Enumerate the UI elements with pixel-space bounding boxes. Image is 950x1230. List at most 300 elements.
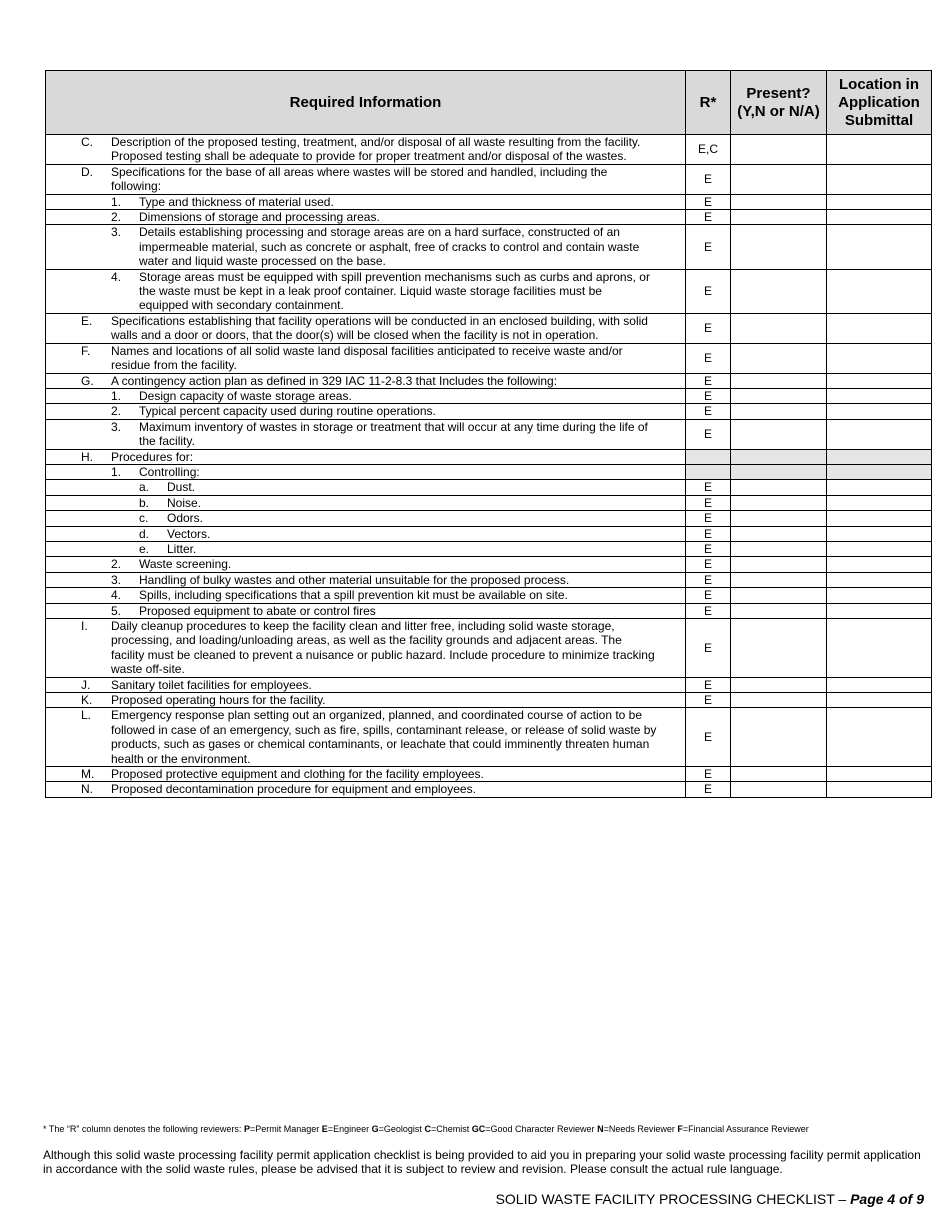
location-cell[interactable] bbox=[827, 677, 932, 692]
item-label: L. bbox=[81, 708, 92, 723]
item-label bbox=[46, 179, 111, 193]
present-cell[interactable] bbox=[731, 373, 827, 388]
requirement-text: Design capacity of waste storage areas. bbox=[139, 388, 352, 403]
item-label bbox=[46, 434, 139, 448]
table-row bbox=[46, 588, 932, 603]
table-row bbox=[46, 210, 932, 225]
item-label bbox=[46, 254, 139, 268]
reviewer-name: Permit Manager bbox=[255, 1124, 320, 1134]
table-row bbox=[46, 419, 932, 449]
item-label: 2. bbox=[111, 404, 122, 419]
required-information-cell bbox=[46, 782, 686, 797]
present-cell[interactable] bbox=[731, 343, 827, 373]
location-cell[interactable] bbox=[827, 135, 932, 165]
requirement-text: Names and locations of all solid waste land disposal facilities anticipated to receive waste and/or bbox=[111, 343, 623, 358]
table-row bbox=[46, 269, 932, 313]
required-information-cell bbox=[46, 313, 686, 343]
required-information-cell bbox=[46, 495, 686, 510]
present-cell[interactable] bbox=[731, 677, 827, 692]
required-information-cell bbox=[46, 557, 686, 572]
requirement-text: impermeable material, such as concrete or asphalt, free of cracks to control and contain waste bbox=[139, 239, 640, 254]
present-cell[interactable] bbox=[731, 135, 827, 165]
reviewer-cell: E bbox=[686, 495, 731, 510]
requirement-line bbox=[46, 573, 685, 587]
reviewer-cell: E bbox=[686, 677, 731, 692]
location-cell[interactable] bbox=[827, 388, 932, 403]
location-cell[interactable] bbox=[827, 269, 932, 313]
requirement-text: walls and a door or doors, that the door(s) will be closed when the facility is not in operation. bbox=[111, 328, 599, 343]
requirement-line bbox=[46, 328, 685, 342]
reviewer-cell: E bbox=[686, 269, 731, 313]
present-cell[interactable] bbox=[731, 495, 827, 510]
reviewer-cell: E bbox=[686, 388, 731, 403]
checklist-table bbox=[45, 70, 932, 798]
footnote-reviewer-list: P=Permit Manager E=Engineer G=Geologist C=Chemist GC=Good Character Reviewer N=Needs Reviewer F=Financial Assurance Reviewer bbox=[243, 1124, 809, 1134]
reviewer-code: GC bbox=[471, 1124, 486, 1134]
item-label: b. bbox=[139, 495, 150, 510]
table-row bbox=[46, 404, 932, 419]
reviewer-name: Good Character Reviewer bbox=[490, 1124, 595, 1134]
requirement-line bbox=[46, 450, 685, 464]
requirement-text: Procedures for: bbox=[111, 449, 194, 464]
required-information-cell bbox=[46, 572, 686, 587]
location-cell[interactable] bbox=[827, 419, 932, 449]
present-cell[interactable] bbox=[731, 511, 827, 526]
requirement-line bbox=[46, 358, 685, 372]
location-cell[interactable] bbox=[827, 767, 932, 782]
required-information-cell bbox=[46, 388, 686, 403]
required-information-cell bbox=[46, 373, 686, 388]
item-label: C. bbox=[81, 135, 93, 149]
reviewer-cell: E bbox=[686, 480, 731, 495]
reviewer-cell: E bbox=[686, 572, 731, 587]
requirement-line bbox=[46, 588, 685, 602]
reviewer-cell: E bbox=[686, 693, 731, 708]
requirement-line bbox=[46, 149, 685, 163]
item-label: H. bbox=[81, 449, 93, 464]
requirement-line bbox=[46, 195, 685, 209]
requirement-text: followed in case of an emergency, such as fire, spills, contaminant release, or release of solid waste by bbox=[111, 722, 657, 737]
present-cell[interactable] bbox=[731, 194, 827, 209]
present-cell[interactable] bbox=[731, 557, 827, 572]
requirement-line bbox=[46, 135, 685, 149]
requirement-line bbox=[46, 434, 685, 448]
table-row bbox=[46, 767, 932, 782]
location-cell[interactable] bbox=[827, 480, 932, 495]
requirement-line bbox=[46, 557, 685, 571]
location-cell[interactable] bbox=[827, 693, 932, 708]
reviewer-cell: E bbox=[686, 343, 731, 373]
item-label bbox=[46, 298, 139, 312]
item-label: 5. bbox=[111, 603, 122, 618]
requirement-text: following: bbox=[111, 179, 162, 194]
table-row bbox=[46, 557, 932, 572]
table-row bbox=[46, 373, 932, 388]
requirement-line bbox=[46, 767, 685, 781]
footnote-intro: * The “R” column denotes the following reviewers: bbox=[43, 1124, 242, 1134]
item-label bbox=[46, 752, 111, 766]
present-cell[interactable] bbox=[731, 464, 827, 479]
item-label bbox=[46, 723, 111, 737]
item-label: 4. bbox=[111, 269, 122, 284]
requirement-text: products, such as gases or chemical contaminants, or leachate that could imminently threaten human bbox=[111, 737, 650, 752]
item-label: 4. bbox=[111, 588, 122, 603]
requirement-line bbox=[46, 284, 685, 298]
location-cell[interactable] bbox=[827, 588, 932, 603]
reviewer-cell: E bbox=[686, 782, 731, 797]
item-label: 2. bbox=[111, 210, 122, 225]
requirement-text: the facility. bbox=[139, 434, 195, 449]
required-information-cell bbox=[46, 588, 686, 603]
requirement-text: Noise. bbox=[167, 495, 202, 510]
required-information-cell bbox=[46, 419, 686, 449]
requirement-line bbox=[46, 210, 685, 224]
location-cell[interactable] bbox=[827, 404, 932, 419]
table-row bbox=[46, 388, 932, 403]
location-cell[interactable] bbox=[827, 449, 932, 464]
table-row bbox=[46, 677, 932, 692]
requirement-line bbox=[46, 723, 685, 737]
requirement-text: Litter. bbox=[167, 541, 197, 556]
reviewer-cell: E bbox=[686, 164, 731, 194]
item-label bbox=[46, 240, 139, 254]
requirement-line bbox=[46, 604, 685, 618]
requirement-text: waste off-site. bbox=[111, 662, 185, 677]
present-cell[interactable] bbox=[731, 603, 827, 618]
requirement-text: Proposed equipment to abate or control fires bbox=[139, 603, 376, 618]
reviewer-cell: E,C bbox=[686, 135, 731, 165]
requirement-text: the waste must be kept in a leak proof container. Liquid waste storage facilities must be bbox=[139, 284, 602, 299]
item-label bbox=[46, 328, 111, 342]
item-label bbox=[46, 284, 139, 298]
item-label: 3. bbox=[111, 225, 122, 240]
requirement-text: Dust. bbox=[167, 480, 196, 495]
required-information-cell bbox=[46, 164, 686, 194]
required-information-cell bbox=[46, 526, 686, 541]
table-header-row bbox=[46, 71, 932, 135]
location-cell[interactable] bbox=[827, 572, 932, 587]
header-reviewer: R* bbox=[686, 71, 731, 135]
requirement-text: Dimensions of storage and processing areas. bbox=[139, 210, 380, 225]
requirement-line bbox=[46, 389, 685, 403]
reviewer-code: E bbox=[321, 1124, 328, 1134]
requirement-line bbox=[46, 542, 685, 556]
requirement-line bbox=[46, 465, 685, 479]
reviewer-cell bbox=[686, 464, 731, 479]
requirement-line bbox=[46, 374, 685, 388]
item-label bbox=[46, 149, 111, 163]
location-cell[interactable] bbox=[827, 511, 932, 526]
table-row bbox=[46, 194, 932, 209]
reviewer-name: Chemist bbox=[436, 1124, 470, 1134]
requirement-text: Description of the proposed testing, treatment, and/or disposal of all waste resulting from the facility. bbox=[111, 135, 641, 149]
table-row bbox=[46, 541, 932, 556]
reviewer-code: C bbox=[424, 1124, 431, 1134]
required-information-cell bbox=[46, 693, 686, 708]
required-information-cell bbox=[46, 269, 686, 313]
item-label: 1. bbox=[111, 464, 122, 479]
item-label: d. bbox=[139, 526, 150, 541]
reviewer-name: Engineer bbox=[333, 1124, 370, 1134]
requirement-text: Odors. bbox=[167, 511, 204, 526]
header-required-information: Required Information bbox=[46, 71, 686, 135]
requirement-text: Daily cleanup procedures to keep the facility clean and litter free, including solid waste storage, bbox=[111, 619, 615, 633]
requirement-text: Controlling: bbox=[139, 464, 200, 479]
header-present: Present? (Y,N or N/A) bbox=[731, 71, 827, 135]
table-row bbox=[46, 464, 932, 479]
requirement-text: facility must be cleaned to prevent a nuisance or public hazard. Include procedure to minimize tracking bbox=[111, 647, 655, 662]
requirement-text: Handling of bulky wastes and other material unsuitable for the proposed process. bbox=[139, 572, 570, 587]
requirement-line bbox=[46, 708, 685, 722]
requirement-line bbox=[46, 344, 685, 358]
requirement-text: Storage areas must be equipped with spill prevention mechanisms such as curbs and aprons, or bbox=[139, 269, 650, 284]
requirement-line bbox=[46, 298, 685, 312]
required-information-cell bbox=[46, 194, 686, 209]
item-label: a. bbox=[139, 480, 150, 495]
present-cell[interactable] bbox=[731, 449, 827, 464]
reviewer-footnote bbox=[43, 1124, 809, 1134]
checklist-body bbox=[46, 135, 932, 798]
item-label: K. bbox=[81, 693, 93, 708]
table-row bbox=[46, 572, 932, 587]
table-row bbox=[46, 511, 932, 526]
table-row bbox=[46, 495, 932, 510]
required-information-cell bbox=[46, 449, 686, 464]
table-row bbox=[46, 313, 932, 343]
item-label: 2. bbox=[111, 557, 122, 572]
requirement-line bbox=[46, 633, 685, 647]
table-row bbox=[46, 449, 932, 464]
requirement-text: Sanitary toilet facilities for employees. bbox=[111, 677, 312, 692]
requirement-line bbox=[46, 693, 685, 707]
requirement-line bbox=[46, 782, 685, 796]
requirement-text: residue from the facility. bbox=[111, 358, 237, 373]
item-label: E. bbox=[81, 313, 93, 328]
table-row bbox=[46, 708, 932, 767]
reviewer-code: G bbox=[371, 1124, 379, 1134]
location-cell[interactable] bbox=[827, 526, 932, 541]
requirement-line bbox=[46, 752, 685, 766]
required-information-cell bbox=[46, 541, 686, 556]
page-footer bbox=[496, 1191, 924, 1207]
table-row bbox=[46, 603, 932, 618]
present-cell[interactable] bbox=[731, 404, 827, 419]
requirement-text: water and liquid waste processed on the base. bbox=[139, 254, 386, 269]
requirement-line bbox=[46, 165, 685, 179]
requirement-text: Maximum inventory of wastes in storage or treatment that will occur at any time during the life of bbox=[139, 419, 648, 434]
item-label: N. bbox=[81, 782, 93, 797]
present-cell[interactable] bbox=[731, 572, 827, 587]
reviewer-code: P bbox=[243, 1124, 250, 1134]
requirement-line bbox=[46, 270, 685, 284]
item-label: F. bbox=[81, 343, 91, 358]
location-cell[interactable] bbox=[827, 313, 932, 343]
table-row bbox=[46, 782, 932, 797]
item-label bbox=[46, 648, 111, 662]
reviewer-cell: E bbox=[686, 603, 731, 618]
present-cell[interactable] bbox=[731, 767, 827, 782]
present-cell[interactable] bbox=[731, 588, 827, 603]
reviewer-cell: E bbox=[686, 708, 731, 767]
reviewer-cell: E bbox=[686, 194, 731, 209]
reviewer-cell: E bbox=[686, 210, 731, 225]
reviewer-cell: E bbox=[686, 588, 731, 603]
location-cell[interactable] bbox=[827, 708, 932, 767]
location-cell[interactable] bbox=[827, 343, 932, 373]
location-cell[interactable] bbox=[827, 164, 932, 194]
requirement-line bbox=[46, 737, 685, 751]
required-information-cell bbox=[46, 480, 686, 495]
requirement-line bbox=[46, 678, 685, 692]
requirement-line bbox=[46, 420, 685, 434]
required-information-cell bbox=[46, 404, 686, 419]
reviewer-name: Needs Reviewer bbox=[608, 1124, 675, 1134]
requirement-text: Typical percent capacity used during routine operations. bbox=[139, 404, 436, 419]
present-cell[interactable] bbox=[731, 225, 827, 269]
item-label: M. bbox=[81, 767, 95, 782]
table-row bbox=[46, 164, 932, 194]
requirement-line bbox=[46, 254, 685, 268]
reviewer-cell: E bbox=[686, 619, 731, 678]
requirement-line bbox=[46, 240, 685, 254]
required-information-cell bbox=[46, 210, 686, 225]
requirement-text: Type and thickness of material used. bbox=[139, 194, 334, 209]
requirement-text: Details establishing processing and storage areas are on a hard surface, constructed of an bbox=[139, 225, 620, 240]
item-label: D. bbox=[81, 164, 93, 179]
required-information-cell bbox=[46, 135, 686, 165]
page-number: Page 4 of 9 bbox=[850, 1191, 924, 1207]
reviewer-name: Geologist bbox=[383, 1124, 422, 1134]
item-label: G. bbox=[81, 373, 94, 388]
disclaimer-text: Although this solid waste processing facility permit application checklist is being provided to aid you in preparing your solid waste processing facility permit application in accordance with the solid waste rules, please be advised that it is subject to review and revision. Please consult the actual rule language. bbox=[43, 1148, 921, 1177]
item-label: 3. bbox=[111, 572, 122, 587]
required-information-cell bbox=[46, 511, 686, 526]
requirement-line bbox=[46, 314, 685, 328]
requirement-line bbox=[46, 648, 685, 662]
required-information-cell bbox=[46, 464, 686, 479]
required-information-cell bbox=[46, 603, 686, 618]
present-cell[interactable] bbox=[731, 269, 827, 313]
item-label bbox=[46, 737, 111, 751]
present-cell[interactable] bbox=[731, 541, 827, 556]
reviewer-cell: E bbox=[686, 541, 731, 556]
requirement-line bbox=[46, 225, 685, 239]
location-cell[interactable] bbox=[827, 210, 932, 225]
present-cell[interactable] bbox=[731, 388, 827, 403]
table-row bbox=[46, 225, 932, 269]
item-label: 1. bbox=[111, 388, 122, 403]
item-label: 3. bbox=[111, 419, 122, 434]
table-row bbox=[46, 343, 932, 373]
location-cell[interactable] bbox=[827, 464, 932, 479]
location-cell[interactable] bbox=[827, 782, 932, 797]
requirement-text: Specifications for the base of all areas where wastes will be stored and handled, including the bbox=[111, 164, 608, 179]
location-cell[interactable] bbox=[827, 603, 932, 618]
required-information-cell bbox=[46, 677, 686, 692]
item-label: J. bbox=[81, 677, 91, 692]
requirement-text: Spills, including specifications that a spill prevention kit must be available on site. bbox=[139, 588, 568, 603]
requirement-line bbox=[46, 179, 685, 193]
footer-title: SOLID WASTE FACILITY PROCESSING CHECKLIST – bbox=[495, 1191, 847, 1207]
requirement-text: Emergency response plan setting out an organized, planned, and coordinated course of action to be bbox=[111, 708, 643, 723]
present-cell[interactable] bbox=[731, 419, 827, 449]
reviewer-cell: E bbox=[686, 767, 731, 782]
requirement-line bbox=[46, 480, 685, 494]
table-row bbox=[46, 693, 932, 708]
requirement-text: equipped with secondary containment. bbox=[139, 298, 344, 313]
location-cell[interactable] bbox=[827, 495, 932, 510]
requirement-line bbox=[46, 662, 685, 676]
present-cell[interactable] bbox=[731, 619, 827, 678]
item-label: e. bbox=[139, 541, 150, 556]
reviewer-code: N bbox=[597, 1124, 604, 1134]
present-cell[interactable] bbox=[731, 164, 827, 194]
reviewer-cell: E bbox=[686, 313, 731, 343]
item-label: 1. bbox=[111, 194, 122, 209]
reviewer-cell bbox=[686, 449, 731, 464]
location-cell[interactable] bbox=[827, 225, 932, 269]
reviewer-cell: E bbox=[686, 404, 731, 419]
requirement-text: Proposed testing shall be adequate to provide for proper treatment and/or disposal of the wastes. bbox=[111, 149, 627, 164]
reviewer-cell: E bbox=[686, 373, 731, 388]
reviewer-cell: E bbox=[686, 225, 731, 269]
location-cell[interactable] bbox=[827, 619, 932, 678]
item-label bbox=[46, 633, 111, 647]
requirement-line bbox=[46, 496, 685, 510]
requirement-text: Specifications establishing that facility operations will be conducted in an enclosed building, with solid bbox=[111, 313, 648, 328]
required-information-cell bbox=[46, 225, 686, 269]
requirement-line bbox=[46, 511, 685, 525]
header-location: Location in Application Submittal bbox=[827, 71, 932, 135]
table-row bbox=[46, 619, 932, 678]
item-label: c. bbox=[139, 511, 149, 526]
requirement-text: health or the environment. bbox=[111, 751, 251, 766]
requirement-line bbox=[46, 619, 685, 633]
present-cell[interactable] bbox=[731, 782, 827, 797]
location-cell[interactable] bbox=[827, 557, 932, 572]
reviewer-cell: E bbox=[686, 557, 731, 572]
present-cell[interactable] bbox=[731, 526, 827, 541]
location-cell[interactable] bbox=[827, 194, 932, 209]
item-label bbox=[46, 662, 111, 676]
requirement-text: Waste screening. bbox=[139, 557, 232, 572]
reviewer-cell: E bbox=[686, 511, 731, 526]
item-label: I. bbox=[81, 619, 88, 633]
item-label bbox=[46, 358, 111, 372]
requirement-text: A contingency action plan as defined in 329 IAC 11-2-8.3 that Includes the following: bbox=[111, 373, 558, 388]
reviewer-cell: E bbox=[686, 526, 731, 541]
reviewer-code: F bbox=[677, 1124, 683, 1134]
requirement-line bbox=[46, 404, 685, 418]
requirement-text: Proposed protective equipment and clothing for the facility employees. bbox=[111, 767, 484, 782]
requirement-text: processing, and loading/unloading areas, as well as the facility grounds and adjacent areas. The bbox=[111, 633, 622, 648]
requirement-line bbox=[46, 527, 685, 541]
present-cell[interactable] bbox=[731, 313, 827, 343]
reviewer-name: Financial Assurance Reviewer bbox=[688, 1124, 809, 1134]
present-cell[interactable] bbox=[731, 708, 827, 767]
reviewer-cell: E bbox=[686, 419, 731, 449]
present-cell[interactable] bbox=[731, 480, 827, 495]
present-cell[interactable] bbox=[731, 693, 827, 708]
location-cell[interactable] bbox=[827, 541, 932, 556]
required-information-cell bbox=[46, 343, 686, 373]
location-cell[interactable] bbox=[827, 373, 932, 388]
requirement-text: Vectors. bbox=[167, 526, 211, 541]
present-cell[interactable] bbox=[731, 210, 827, 225]
table-row bbox=[46, 480, 932, 495]
required-information-cell bbox=[46, 708, 686, 767]
required-information-cell bbox=[46, 767, 686, 782]
